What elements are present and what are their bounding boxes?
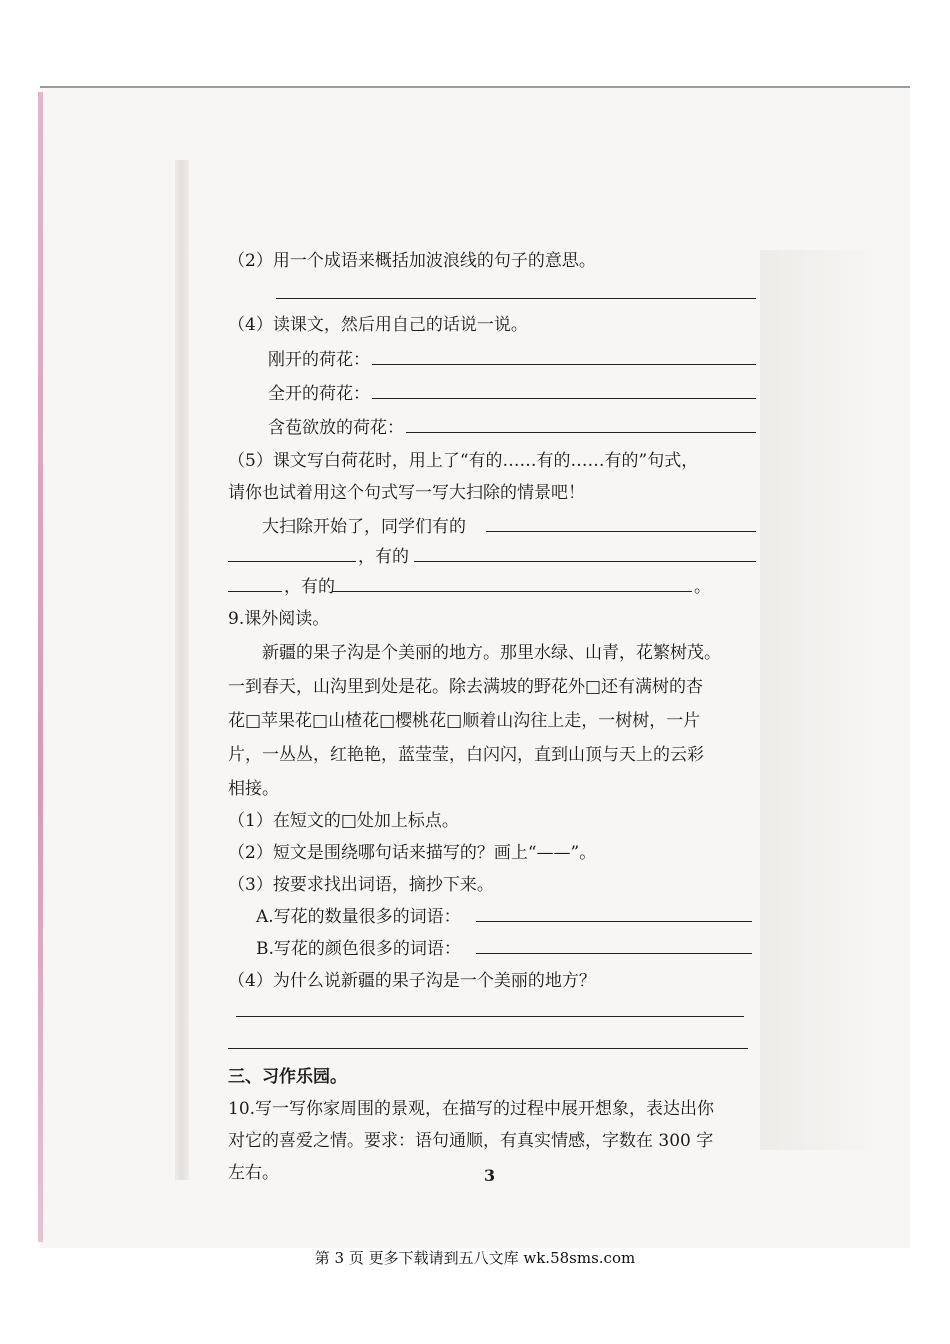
footer-text: 第 3 页 更多下载请到五八文库 wk.58sms.com [314, 1249, 636, 1267]
question-9: 9.课外阅读。 [228, 609, 330, 629]
prompt-label: 含苞欲放的荷花： [268, 418, 404, 438]
passage-line-1: 新疆的果子沟是个美丽的地方。那里水绿、山青，花繁树茂。 [262, 643, 721, 663]
answer-blank[interactable] [476, 935, 752, 954]
answer-blank[interactable] [414, 543, 756, 562]
subquestion-2: （2）短文是围绕哪句话来描写的？画上“——”。 [228, 843, 597, 863]
prompt-budding-lotus [268, 413, 404, 438]
question-5-line-2: 请你也试着用这个句式写一写大扫除的情景吧！ [228, 483, 585, 503]
prompt-newly-open-lotus [268, 345, 370, 370]
answer-blank[interactable] [228, 543, 356, 562]
question-10-line-3: 左右。 [228, 1163, 279, 1183]
cleaning-sentence-start: 大扫除开始了，同学们有的 [262, 517, 466, 537]
passage-line-5: 相接。 [228, 779, 279, 799]
passage-line-2: 一到春天，山沟里到处是花。除去满坡的野花外□还有满树的杏 [228, 677, 704, 697]
answer-blank[interactable] [372, 380, 756, 399]
section-3-heading: 三、习作乐园。 [228, 1067, 347, 1087]
subquestion-1: （1）在短文的□处加上标点。 [228, 811, 459, 831]
question-5-line-1: （5）课文写白荷花时，用上了“有的……有的……有的”句式， [228, 451, 699, 471]
subquestion-3b: B.写花的颜色很多的词语： [256, 939, 461, 959]
cleaning-sentence-mid-2: ，有的 [284, 577, 335, 597]
question-10-line-2: 对它的喜爱之情。要求：语句通顺，有真实情感，字数在 300 字 [228, 1131, 714, 1151]
answer-blank[interactable] [236, 998, 744, 1017]
prompt-label: 刚开的荷花： [268, 350, 370, 370]
show-through [760, 250, 880, 1150]
passage-line-3: 花□苹果花□山楂花□樱桃花□顺着山沟往上走，一树树，一片 [228, 711, 701, 731]
answer-blank[interactable] [332, 573, 692, 592]
prompt-label: 全开的荷花： [268, 384, 370, 404]
answer-blank[interactable] [276, 280, 756, 299]
subquestion-3a: A.写花的数量很多的词语： [256, 907, 461, 927]
scan-border-left [38, 92, 43, 1242]
passage-line-4: 片，一丛丛，红艳艳，蓝莹莹，白闪闪，直到山顶与天上的云彩 [228, 745, 704, 765]
answer-blank[interactable] [228, 1030, 748, 1049]
answer-blank[interactable] [486, 513, 756, 532]
answer-blank[interactable] [228, 573, 282, 592]
page-number: 3 [484, 1166, 496, 1185]
subquestion-4: （4）为什么说新疆的果子沟是一个美丽的地方？ [228, 971, 596, 991]
question-10-line-1: 10.写一写你家周围的景观，在描写的过程中展开想象，表达出你 [228, 1099, 715, 1119]
answer-blank[interactable] [476, 903, 752, 922]
cleaning-sentence-mid: ，有的 [358, 547, 409, 567]
answer-blank[interactable] [372, 346, 756, 365]
answer-blank[interactable] [406, 414, 756, 433]
binding-shadow [175, 160, 189, 1180]
subquestion-3: （3）按要求找出词语，摘抄下来。 [228, 875, 494, 895]
prompt-fully-open-lotus [268, 379, 370, 404]
question-2: （2）用一个成语来概括加波浪线的句子的意思。 [228, 251, 596, 271]
question-4: （4）读课文，然后用自己的话说一说。 [228, 315, 528, 335]
cleaning-sentence-end: 。 [694, 577, 711, 597]
